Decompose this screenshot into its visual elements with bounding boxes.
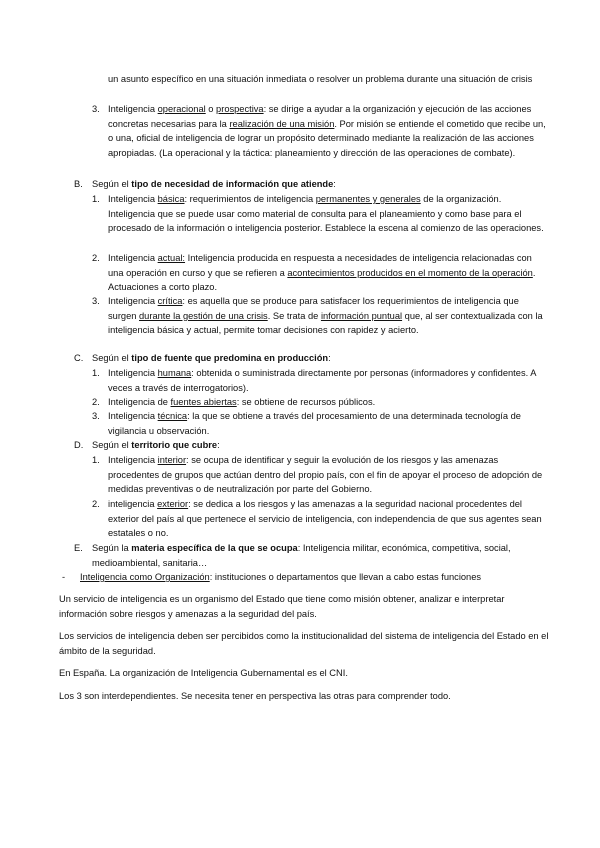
section-heading-b: Según el tipo de necesidad de información que atiende: (92, 179, 336, 189)
item-number: 1. (92, 455, 100, 465)
item-number: 1. (92, 368, 100, 378)
item-number: 3. (92, 296, 100, 306)
list-item-exterior: inteligencia exterior: se dedica a los riesgos y las amenazas a la seguridad nacional procedentes del exterior del país al que pertenece el servicio de inteligencia, con independencia de que sus agentes sean estatales o no. (108, 499, 542, 539)
dash-item-organizacion: Inteligencia como Organización: instituciones o departamentos que llevan a cabo estas funciones (80, 572, 482, 582)
item-number: 2. (92, 253, 100, 263)
section-letter: D. (74, 440, 84, 450)
section-heading-d: Según el territorio que cubre: (92, 440, 220, 450)
section-letter: E. (74, 543, 83, 553)
list-item-fuentes-abiertas: Inteligencia de fuentes abiertas: se obtiene de recursos públicos. (108, 397, 376, 407)
paragraph: Los servicios de inteligencia deben ser percibidos como la institucionalidad del sistema de inteligencia del Estado en el ámbito de la seguridad. (59, 631, 549, 656)
section-heading-c: Según el tipo de fuente que predomina en producción: (92, 353, 331, 363)
dash-bullet: - (62, 572, 66, 582)
paragraph: En España. La organización de Inteligencia Gubernamental es el CNI. (59, 668, 348, 678)
paragraph: Un servicio de inteligencia es un organismo del Estado que tiene como misión obtener, analizar e interpretar información sobre riesgos y amenazas a la seguridad del país. (59, 594, 505, 619)
item-number: 3. (92, 411, 100, 421)
item-number: 2. (92, 499, 100, 509)
list-item-operacional: Inteligencia operacional o prospectiva: se dirige a ayudar a la organización y ejecución de las acciones concretas necesarias para la realización de una misión. Por misión se entiende el cometido que recibe un, o una, oficial de inteligencia de lograr un propósito determinado mediante la realización de las acciones apropiadas. (La operacional y la táctica: planeamiento y dirección de las operaciones de combate). (108, 104, 546, 159)
list-item-interior: Inteligencia interior: se ocupa de identificar y seguir la evolución de los riesgos y las amenazas procedentes de grupos que actúan dentro del propio país, con el fin de apoyar el proceso de adopción de medidas preventivas o de neutralización por parte del Gobierno. (108, 455, 543, 495)
list-item-actual: Inteligencia actual: Inteligencia producida en respuesta a necesidades de inteligencia relacionadas con una operación en curso y que se refieren a acontecimientos producidos en el momento de la operación. Actuaciones a corto plazo. (108, 253, 536, 293)
section-heading-e: Según la materia específica de la que se ocupa: Inteligencia militar, económica, competitiva, social, medioambiental, sanitaria… (92, 543, 511, 568)
list-item-tecnica: Inteligencia técnica: la que se obtiene a través del procesamiento de una determinada tecnología de vigilancia u observación. (108, 411, 521, 436)
item-number: 1. (92, 194, 100, 204)
paragraph: Los 3 son interdependientes. Se necesita tener en perspectiva las otras para comprender todo. (59, 691, 451, 701)
item-number: 3. (92, 104, 100, 114)
list-item-basica: Inteligencia básica: requerimientos de inteligencia permanentes y generales de la organización. Inteligencia que se puede usar como material de consulta para el planeamiento y como base para el procesado de la información o inteligencia posterior. Establece la escena al comienzo de las operaciones. (108, 194, 544, 234)
section-letter: C. (74, 353, 84, 363)
list-item-critica: Inteligencia crítica: es aquella que se produce para satisfacer los requerimientos de inteligencia que surgen durante la gestión de una crisis. Se trata de información puntual que, al ser contextualizada con la inteligencia básica y actual, permite tomar decisiones con rapidez y acierto. (108, 296, 543, 336)
continuation-text: un asunto específico en una situación inmediata o resolver un problema durante una situación de crisis (108, 74, 533, 84)
section-letter: B. (74, 179, 83, 189)
item-number: 2. (92, 397, 100, 407)
list-item-humana: Inteligencia humana: obtenida o suministrada directamente por personas (informadores y confidentes. A veces a través de interrogatorios). (108, 368, 536, 393)
